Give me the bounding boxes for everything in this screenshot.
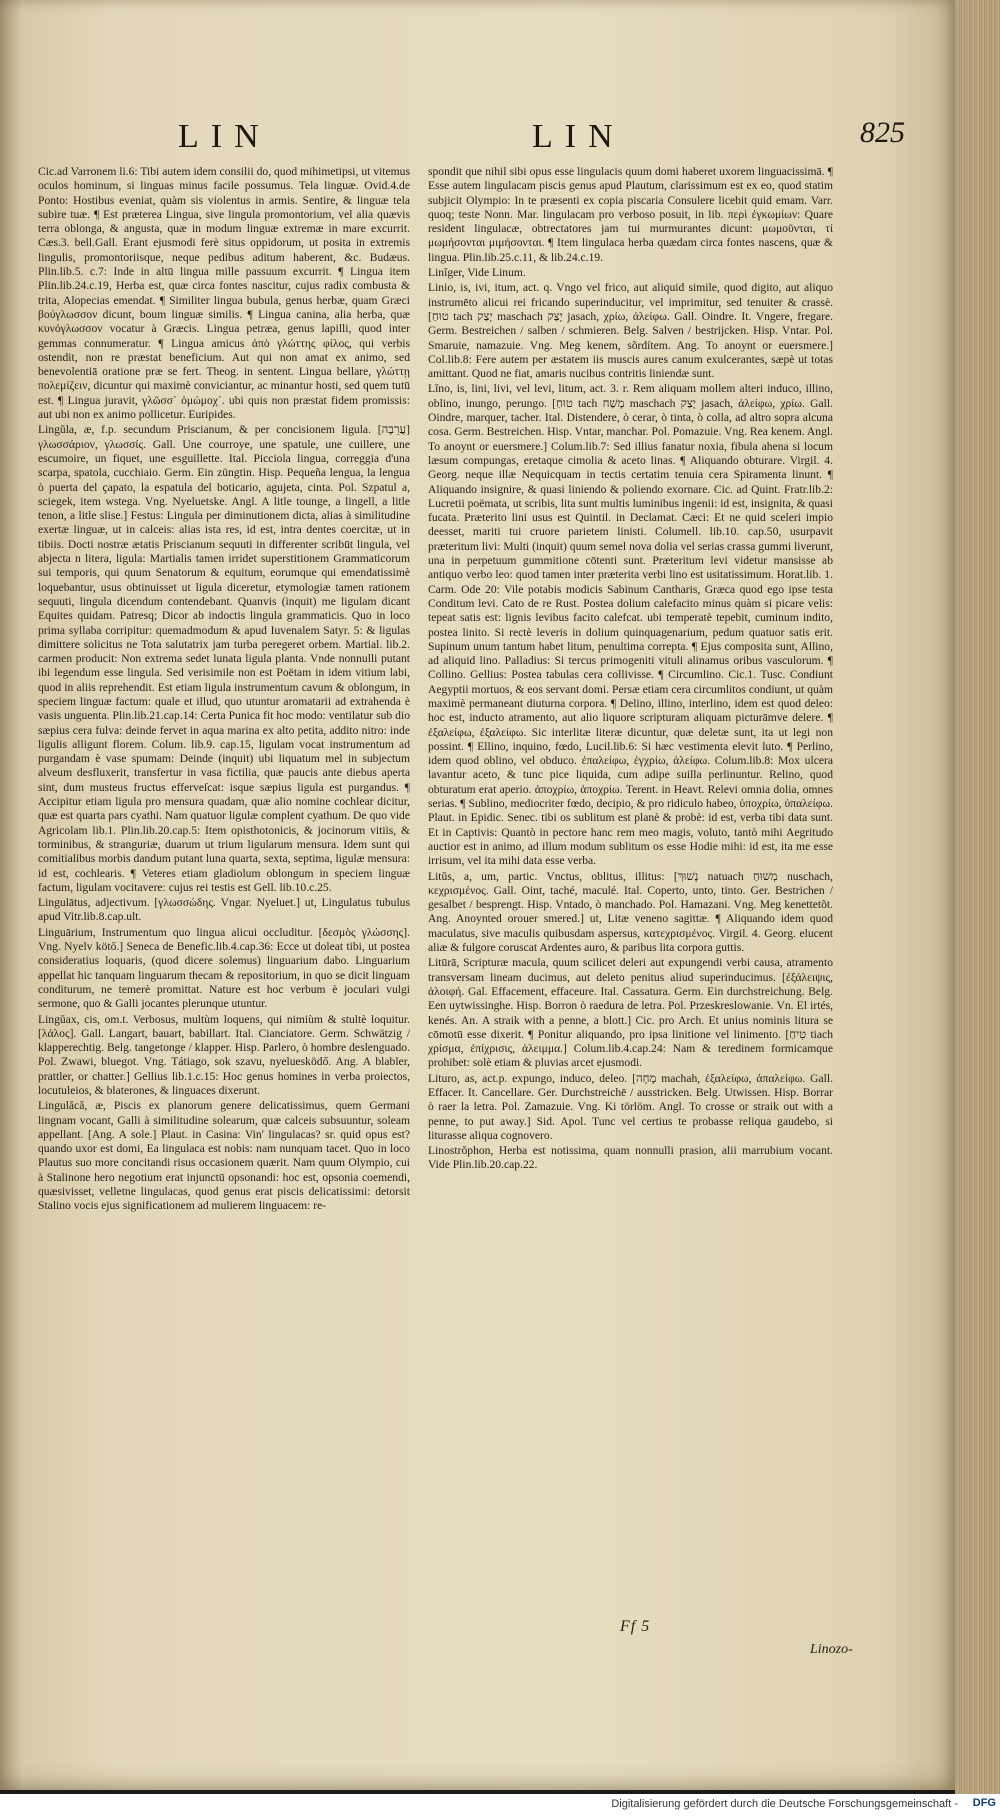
dictionary-entry: Lingulātus, adjectivum. [γλωσσώδης. Vngar. Nyeluet.] ut, Lingulatus tubulus apud Vitr.lib.8.cap.ult. (38, 896, 410, 924)
dictionary-entry: Lituro, as, act.p. expungo, induco, deleo. [מָחָה machah, ἐξαλείφω, ἀπαλείφω. Gall. Effacer. It. Cancellare. Ger. Durchstreichē / ausstricken. Belg. Utwissen. Hisp. Borrar ò raer la letra. Pol. Zamazuie. Vng. Ki törlöm. Angl. To crosse or straik out with a penne, to put away.] Sid. Apol. Tunc vel certius te probasse reliqua gaudebo, si liturasse aliqua cognovero. (428, 1071, 833, 1142)
page-gutter-shadow (0, 0, 22, 1790)
right-column (428, 165, 833, 1615)
running-header (0, 118, 955, 158)
header-left-word: LIN (178, 118, 271, 155)
left-column (38, 165, 410, 1615)
dictionary-entry: Lingulăcă, æ, Piscis ex planorum genere delicatissimus, quem Germani lingnam vocant, Galli à similitudine solearum, quæ calceis subsuuntur, soleam appellant. [Ang. A sole.] Plaut. in Casina: Vin' lingulacas? sr. quid opus est? quando uxor est domi, Ea lingulaca est nobis: nam nunquam tacet. Quo in loco Plautus suo more concitandi risus occasionem quærit. Nam quum Olympio, cui à Stalinone hero negotium erat injunctū opsonandi: hoc est, opsonia coemendi, quæsivisset, velletne lingulacas, quod genus erat piscis delicatissimi: detorsit Stalino vocis ejus significationem ad mulierem linguacem: re- (38, 1099, 410, 1213)
dictionary-entry: Lingŭax, cis, om.t. Verbosus, multùm loquens, qui nimiùm & stultè loquitur. [λάλος]. Gall. Langart, bauart, babillart. Ital. Cianciatore. Germ. Schwätzig / klapperechtig. Belg. tangetonge / klapper. Hisp. Parlero, ò hombre deslenguado. Pol. Zwawi, bluegot. Vng. Tátiago, sok szavu, nyeluesködő. Ang. A blabler, prattler, or chatter.] Gellius lib.1.c.15: Hoc genus homines in verba proiectos, locutuleios, & blaterones, & linguaces dixerunt. (38, 1012, 410, 1097)
page-number: 825 (860, 116, 905, 149)
dictionary-entry: Lingŭla, æ, f.p. secundum Priscianum, & per concisionem ligula. [עֲרֵבָה] γλωσσάριον, γλωσσίς. Gall. Une courroye, une spatule, une cuillere, une escumoire, un fiquet, une esguillette. Ital. Picciola lingua, correggia d'una scarpa, spatola, cucchiaio. Germ. Ein züngtin. Hisp. Pequeña lengua, la lengua ò puerta del çapato, la espatula del boticario, agujeta, cinta. Pol. Szpatul a, sciegek, item wstega. Vng. Nyeluetske. Angl. A litle tounge, a lingell, a litle tenon, a litle slise.] Festus: Lingula per diminutionem dicta, alias à similitudine exertæ linguæ, ut in calceis: alias ista res, id est, intra dentes coercitæ, ut in tibiis. Docti nostræ ætatis Priscianum sequuti in differenter scribūt lingula, vel abjecta n litera, ligula: Martialis tamen irridet superstitionem Grammaticorum sui temporis, qui quum Senatorum & equitum, eorumque qui emendatissimè loquebantur, usus obtinuisset ut ligula diceretur, etymologiæ tamen rationem sequuti, lingula dicendum contendebant. Quanvis (inquit) me ligulam dicant Equites quidam. Patresq; Dicor ab indoctis lingula grammaticis. Quo in loco prima syllaba corripitur: quemadmodum & apud Iuvenalem Satyr. 5: & ligulas dimittere solicitus ne Tota salutatrix jam turba peregeret orbem. Martial. lib.2. carmen producit: Non extrema sedet lunata ligula planta. Vnde nonnulli putant ibi legendum esse lingula. Sed verisimile non est Poëtam in idem vitium labi, quod in aliis reprehendit. Est etiam ligula instrumentum cavum & oblongum, in speciem linguæ factum: quale et illud, quo utuntur aromatarii ad extrahenda è vasis unguenta. Plin.lib.21.cap.14: Certa Punica fit hoc modo: ventilatur sub dio sæpius cera fulva: deinde fervet in aqua marina ex alto petita, addito nitro: inde ligulis alligunt florem. Colum. lib.9. cap.15, ligulam vocat instrumentum ad purgandam è vase spumam: Deinde (inquit) ubi liquatum mel in subjectum alveum desfluxerit, transfertur in vasa fictilia, quæ paucis ante diebus aperta sint, dum musteus fructus efferveſcat: isque sæpius ligula est purgandus. ¶ Accipitur etiam ligula pro mensura quadam, quæ alio nomine cochlear dicitur, quæ est quarta pars cyathi. Nam quatuor ligulæ complent cyathum. De quo vide Agricolam lib.1. Plin.lib.20.cap.5: Item opisthotonicis, & jocinorum vitiis, & torminibus, & stranguriæ, duarum ut trium ligularum mensura. Idem sunt qui comitialibus morbis dandum putant luna quarta, sexta, septima, ligulæ mensura: id est, cochlearis. ¶ Veteres etiam gladiolum oblongum in speciem linguæ factum, ligulam vocitavere: cujus rei testis est Gell. lib.10.c.25. (38, 423, 410, 894)
dictionary-entry: Linostrŏphon, Herba est notissima, quam nonnulli prasion, alii marrubium vocant. Vide Plin.lib.20.cap.22. (428, 1144, 833, 1172)
dictionary-entry: Linio, is, ivi, itum, act. q. Vngo vel frico, aut aliquid simile, quod digito, aut aliquo instrumēto alicui rei fricando superinducitur, vel imprimitur, sed tenuiter & crassè. [טוּחַ tach יָצַק maschach יָצַק jasach, χρίω, ἀλείφω. Gall. Oindre. It. Vngere, fregare. Germ. Bestreichen / salben / schmieren. Belg. Salven / bestrijcken. Hisp. Vntar. Pol. Smaruie, namazuie. Vng. Meg kenem, sõrdítem. Ang. To anoynt or euersmere.] Col.lib.8: Fere autem per æstatem iis muscis aures canum exulcerantes, sæpè ut totas amittant. Quod ne fiat, amaris nucibus contritis liniendæ sunt. (428, 281, 833, 381)
dictionary-entry: Cic.ad Varronem li.6: Tibi autem idem consilii do, quod mihimetipsi, ut vitemus oculos hominum, si linguas minus facile possumus. Tela linguæ. Ovid.4.de Ponto: Hostibus eveniat, quàm sis violentus in armis. Sentire, & linguæ tela subire tuæ. ¶ Est præterea Lingua, sive lingula promontorium, vel alia quævis terra oblonga, & angusta, quæ in modum linguæ extremæ in mare excurrit. Cæs.3. bell.Gall. Erant ejusmodi ferè situs oppidorum, ut posita in extremis lingulis, promontoriisque, neque pedibus aditum haberent, &c. Budæus. Plin.lib.5. c.7: Inde in altū lingua mille passuum excurrit. ¶ Lingua item Plin.lib.24.c.19, Herba est, quæ circa fontes nascitur, cujus radix combusta & trita, Alopecias emendat. ¶ Similiter lingua bubula, genus herbæ, quam Græci βούγλωσσον dicunt, boum linguæ similis. ¶ Lingua canina, alia herba, quæ κυνόγλωσσον vocatur à Græcis. Lingua petræa, genus lapilli, quod inter gemmas connumeratur. ¶ Lingua amicus ἀπὸ γλώττης φίλος, qui verbis ostendit, non re præstat beneficium. Aut qui non amat ex animo, sed benevolentiā oratione præ se fert. Theog. in sentent. Lingua bellare, γλώττῃ πολεμίζειν, dicuntur qui maximè conviciantur, ac minantur hosti, sed quem tutū est. ¶ Lingua juravit, γλῶσσ᾽ ὀμώμοχ᾽. ubi quis non præstat fidem promissis: aut ubi non ex animo pollicetur. Euripides. (38, 165, 410, 422)
dictionary-entry: Litūrā, Scripturæ macula, quum scilicet deleri aut expungendi verbi causa, atramento transversam lineam ducimus, aut deleto penitus aliud superinducimus. [ἐξάλειψις, ἀλοιφή. Gal. Effacement, effaceure. Ital. Cassatura. Germ. Ein durchstreichung. Belg. Een uytwissinghe. Hisp. Borron ò raedura de letra. Pol. Przeskreslowanie. Vn. El irtés, kenés. An. A straik with a penne, a blott.] Cic. pro Arch. Et unius nominis litura se cōmotū esse dixerit. ¶ Ponitur aliquando, pro ipsa linitione vel linimento. [טִיחַ tiach χρίσμα, ἐπίχρισις, ἀλειμμα.] Colum.lib.4.cap.24: Nam & teredinem formicamque prohibet: solè etiam & pluvias arcet ejusmodi. (428, 956, 833, 1070)
footer-credit: Digitalisierung gefördert durch die Deutsche Forschungsgemeinschaft - (611, 1798, 958, 1810)
signature-mark: Ff 5 (620, 1618, 651, 1635)
dictionary-entry: Linguārium, Instrumentum quo lingua alicui occluditur. [δεσμὸς γλώσσης]. Vng. Nyelv kötő.] Seneca de Benefic.lib.4.cap.36: Ecce ut doleat tibi, ut postea consideratius loquaris, (quod dicere solemus) linguarium dabo. Linguarium appellat hic tanquam linguarum thecam & repositorium, in quo se dicit linguam conditurum, ne temerè promittat. Nature est hoc verbum è joculari vulgi sermone, quo & Galli jocantes plerunque utuntur. (38, 925, 410, 1011)
catchword: Linozo- (810, 1642, 853, 1657)
dictionary-entry: Linĭger, Vide Linum. (428, 266, 526, 280)
dictionary-entry: spondit que nihil sibi opus esse lingulacis quum domi haberet uxorem linguacissimā. ¶ Esse autem lingulacam piscis genus apud Plautum, clarissimum est ex eo, quod statim subjicit Olympio: In te præsenti ex copia piscaria Consulere licebit quid emam. Varr. quoq; teste Nonn. Mar. lingulacam pro verboso posuit, in lib. περὶ ἐγκωμίων: Quare resident lingulacæ, obtrectatores jam tui murmurantes dicunt: μωμοῦνται, τί μωμήσονται μιμήσονται. ¶ Item lingulaca herba quædam circa fontes nascens, quæ & lingua. Plin.lib.25.c.11, & lib.24.c.19. (428, 165, 833, 264)
dictionary-entry: Litŭs, a, um, partic. Vnctus, oblitus, illitus: [נָשׁוּךְ natuach מְשׁוּחַ nuschach, κεχρισμένος. Gall. Oint, taché, maculé. Ital. Coperto, unto, tinto. Ger. Bestrichen / gesalbet / besprengt. Hisp. Vntado, ò manchado. Pol. Hamazani. Vng. Meg kenettetõt. Ang. Anoynted orouer smered.] ut, Litæ veneno sagittæ. ¶ Aliquando idem quod maculatus, sive maculis quibusdam aspersus, κατεχρισμένος. Virgil. 4. Georg. elucent aliæ & fulgore coruscat Ardentes auro, & paribus lita corpora guttis. (428, 869, 833, 955)
page-edges (955, 0, 1000, 1795)
dfg-logo: DFG (972, 1797, 996, 1809)
header-right-word: LIN (532, 118, 625, 155)
digitization-footer (0, 1794, 1000, 1817)
dictionary-entry: Lĭno, is, lini, livi, vel levi, litum, act. 3. r. Rem aliquam mollem alteri induco, illino, oblino, inungo, perungo. [טוּחַ tach מָשַׁח maschach יָצַק jasach, ἀλείφω, χρίω. Gall. Oindre, marquer, tacher. Ital. Distendere, ò cerar, ò tinta, ò colla, ad altro sopra alcuna cosa. Germ. Bestreichen. Hisp. Vntar, manchar. Pol. Pomazuie. Vng. Rea kenem. Angl. To anoynt or euersmere.] Colum.lib.7: Sed illius fanatur noxia, fibula ahena si locum læsum compungas, eretaque cimolia & aceto linas. ¶ Aliquando obturare. Virgil. 4. Georg. neque illæ Nequicquam in tectis certatim tenuia cera Spiramenta linunt. ¶ Aliquando insignire, & quasi liniendo & poliendo exornare. Cic. ad Quint. Fratr.lib.2: Lucretii poëmata, ut scribis, lita sunt multis luminibus ingenii: id est, insignita, & quasi fucata. Præterito lini usus est Quintil. in Declamat. Cæci: Et ne quid sceleri impio deesset, mariti tui cruore parietem linisti. Columell. lib.10. cap.50, usurpavit præteritum livi: Multi (inquit) quum semel nova dolia vel serias crassa gummi liverunt, una in perpetuum gummitione cōtenti sunt. Præteritum levi videtur mansisse ab antiquo verbo leo: quod tamen inter præterita verbi lino est usitatissimum. Horat.lib. 1. Carm. Ode 20: Vile potabis modicis Sabinum Cantharis, Græca quod ego ipse testa Conditum levi. Cato de re Rust. Postea dolium calefacito minus quàm si picare velis: tepeat satis est: lignis levibus facito calefcat. ubi temperatè tepebit, cuminum indito, postea linito. Si rectè leveris in dolium quinquagenarium, pedum quatuor satis erit. Supinum unum tantum habet litum, penultima correpta. ¶ Ejus composita sunt, Allino, ad aliquid lino. Palladius: Si tercus primogeniti vituli alinamus oribus vasculorum. ¶ Collino. Gellius: Postea tabulas cera collivisse. ¶ Circumlino. Cic.1. Tusc. Condiunt Aegyptii mortuos, & eos servant domi. Persæ etiam cera circumlitos condiunt, ut quàm maximè permaneant diuturna corpora. ¶ Delino, illino, interlino, idem est quod deleo: hoc est, inducto atramento, aut alio liquore scripturam aliquam picturāmve delere. ¶ ἐξαλείφω, ἐξαλείφω. Sic interlitæ literæ dicuntur, quæ deletæ sunt, ita ut legi non possint. ¶ Ellino, inquino, fœdo, Lucil.lib.6: Si hæc vestimenta elevit luto. ¶ Perlino, idem quod oblino, vel obduco. ἐπαλείφω, ἐγχρίω, ἀλείφω. Colum.lib.8: Mox ulcera lavantur aceto, & tunc pice liquida, cum adipe suilla perlinuntur. Relino, quod obturatum erat aperio. ἀποχρίω, ἀποχρίω. Terent. in Heavt. Relevi omnia dolia, omnes serias. ¶ Sublino, mediocriter fœdo, decipio, & pro ridiculo habeo, ὑποχρίω, ὑπαλείφω. Plaut. in Epidic. Senec. tibi os sublitum est planè & probè: id est, verba tibi data sunt. Et in Captivis: Quantò in pectore hanc rem meo magis, voluto, tantò mihi Aegritudo auctior est in animo, ad illum modum sublitum os esse Hodie mihi: id est, ita me esse irrisum, vel ita mihi data esse verba. (428, 382, 833, 868)
